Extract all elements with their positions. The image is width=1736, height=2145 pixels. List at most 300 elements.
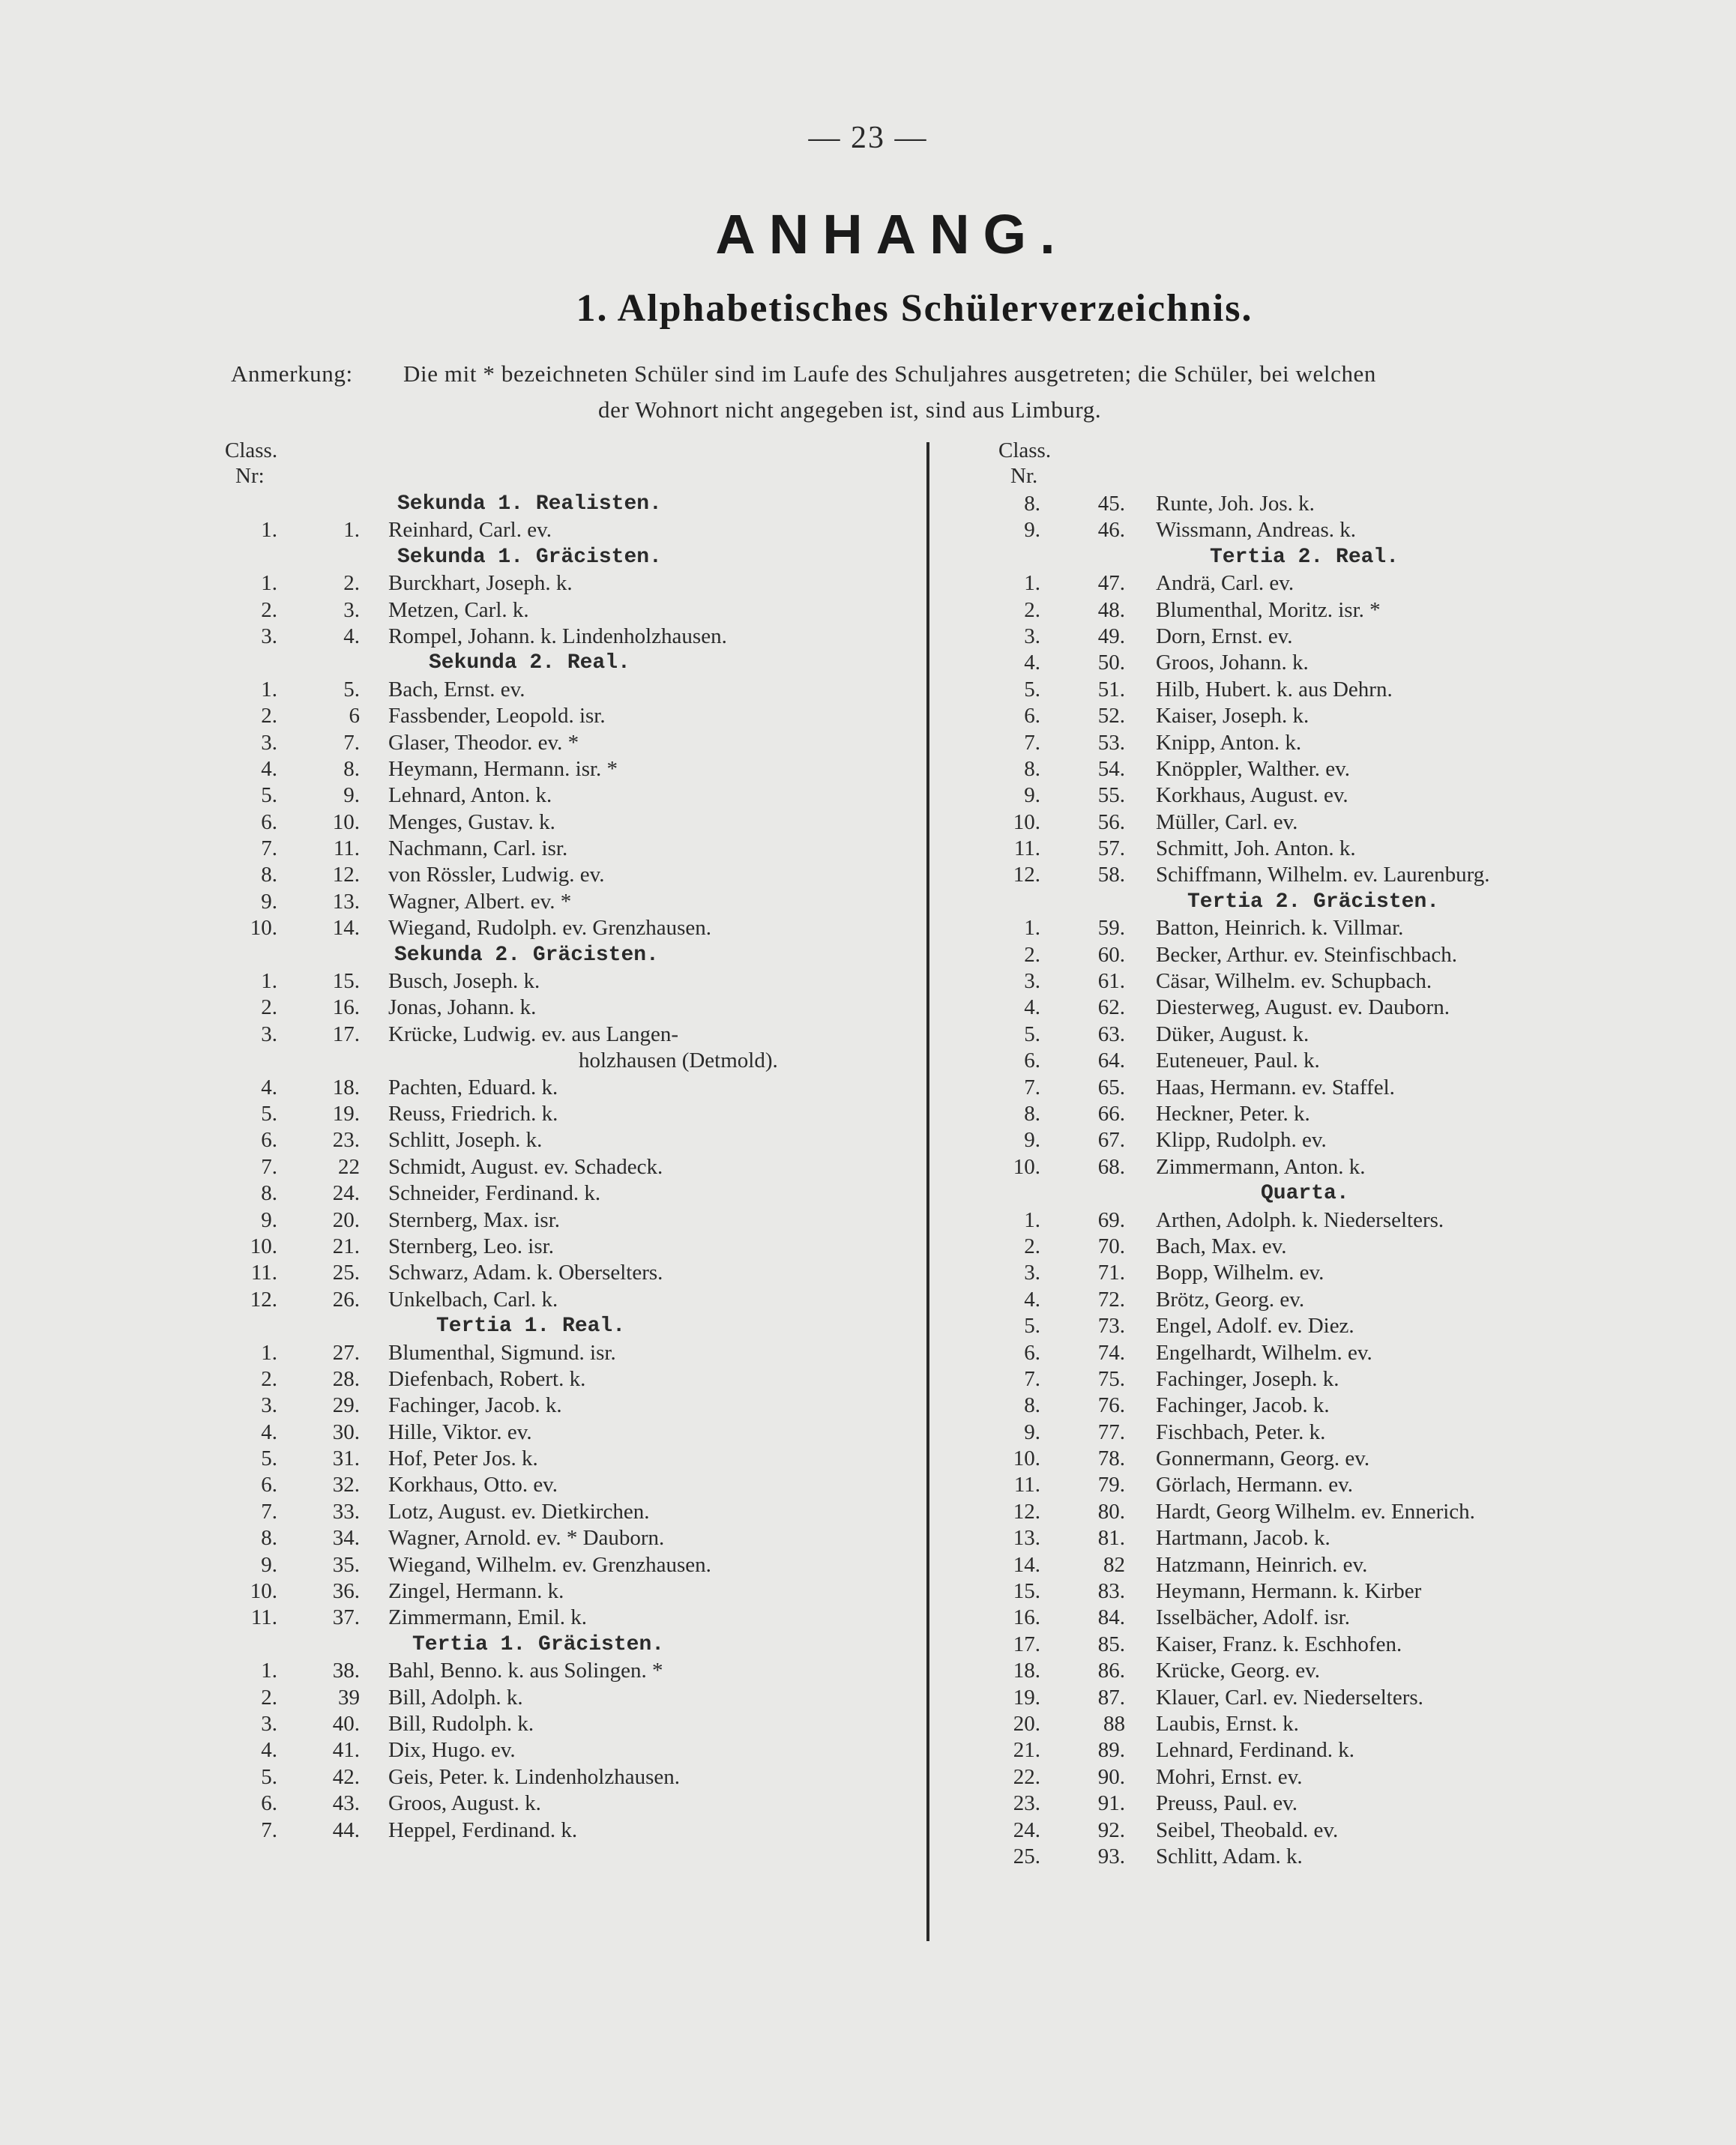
student-name: Brötz, Georg. ev. xyxy=(1156,1287,1305,1312)
student-row xyxy=(989,1075,1664,1101)
student-row xyxy=(989,1154,1664,1180)
student-row xyxy=(225,1340,899,1366)
student-row xyxy=(225,1817,899,1844)
nr-header: Nr. xyxy=(1010,464,1038,488)
student-name: Zimmermann, Emil. k. xyxy=(388,1605,587,1630)
class-number: 20. xyxy=(1013,1711,1040,1736)
class-number: 1. xyxy=(261,1659,277,1683)
student-name: Groos, Johann. k. xyxy=(1156,651,1309,675)
student-number: 14. xyxy=(332,916,360,941)
class-number: 9. xyxy=(1024,1128,1040,1153)
student-row xyxy=(225,517,899,543)
class-number: 2. xyxy=(261,1366,277,1391)
class-number: 9. xyxy=(261,1207,277,1232)
student-row xyxy=(225,1737,899,1764)
student-row xyxy=(989,1737,1664,1764)
student-name: Fachinger, Jacob. k. xyxy=(1156,1393,1330,1418)
student-row xyxy=(225,1101,899,1127)
class-number: 2. xyxy=(1024,942,1040,967)
student-row xyxy=(225,703,899,729)
student-number: 37. xyxy=(332,1605,360,1630)
student-row xyxy=(989,1287,1664,1313)
class-header: Class. xyxy=(225,438,278,462)
class-number: 22. xyxy=(1013,1764,1040,1789)
student-name: Korkhaus, August. ev. xyxy=(1156,783,1348,808)
student-name: Runte, Joh. Jos. k. xyxy=(1156,492,1315,516)
section-heading: Tertia 1. Real. xyxy=(436,1315,626,1339)
student-number: 77. xyxy=(1097,1420,1125,1444)
right-column-header xyxy=(989,438,1664,491)
student-row xyxy=(225,730,899,756)
student-name: Hille, Viktor. ev. xyxy=(388,1420,532,1444)
student-name: Knöppler, Walther. ev. xyxy=(1156,756,1351,781)
class-number: 7. xyxy=(261,1499,277,1524)
section-heading: Tertia 2. Real. xyxy=(1210,545,1399,569)
class-number: 4. xyxy=(261,1738,277,1763)
student-row xyxy=(225,889,899,915)
class-number: 9. xyxy=(1024,1420,1040,1444)
student-name: Fassbender, Leopold. isr. xyxy=(388,704,606,728)
page-title: ANHANG. xyxy=(715,203,1069,265)
class-number: 1. xyxy=(261,677,277,702)
class-number: 7. xyxy=(1024,1366,1040,1391)
student-number: 51. xyxy=(1097,677,1125,702)
student-number: 93. xyxy=(1097,1844,1125,1868)
student-number: 80. xyxy=(1097,1499,1125,1524)
student-row xyxy=(225,1552,899,1578)
student-number: 47. xyxy=(1097,571,1125,596)
student-name: Heymann, Hermann. k. Kirber xyxy=(1156,1579,1422,1604)
student-row xyxy=(225,597,899,624)
student-row xyxy=(989,1844,1664,1870)
student-number: 65. xyxy=(1097,1075,1125,1099)
class-number: 21. xyxy=(1013,1738,1040,1763)
class-number: 9. xyxy=(261,1552,277,1577)
student-name: Gonnermann, Georg. ev. xyxy=(1156,1446,1370,1471)
class-number: 11. xyxy=(250,1261,277,1285)
student-name: Knipp, Anton. k. xyxy=(1156,730,1302,755)
student-number: 35. xyxy=(332,1552,360,1577)
student-name: Batton, Heinrich. k. Villmar. xyxy=(1156,916,1404,941)
class-number: 1. xyxy=(261,969,277,994)
class-number: 5. xyxy=(261,783,277,808)
student-row xyxy=(989,570,1664,597)
student-name: Busch, Joseph. k. xyxy=(388,969,540,994)
student-name: Bill, Adolph. k. xyxy=(388,1685,523,1710)
student-row xyxy=(225,915,899,941)
student-row xyxy=(989,1632,1664,1658)
class-number: 10. xyxy=(250,1579,277,1604)
class-number: 1. xyxy=(261,1340,277,1365)
student-row xyxy=(225,782,899,809)
class-number: 12. xyxy=(1013,1499,1040,1524)
student-number: 79. xyxy=(1097,1473,1125,1497)
student-number: 31. xyxy=(332,1446,360,1471)
class-number: 5. xyxy=(261,1446,277,1471)
student-name: Groos, August. k. xyxy=(388,1791,541,1816)
left-column xyxy=(225,438,899,1844)
student-number: 71. xyxy=(1097,1261,1125,1285)
class-number: 3. xyxy=(261,624,277,648)
student-list-right xyxy=(989,491,1664,1870)
student-number: 26. xyxy=(332,1287,360,1312)
student-name: Reinhard, Carl. ev. xyxy=(388,518,552,543)
student-name: Becker, Arthur. ev. Steinfischbach. xyxy=(1156,942,1458,967)
class-number: 19. xyxy=(1013,1685,1040,1710)
student-number: 92. xyxy=(1097,1817,1125,1842)
class-number: 2. xyxy=(1024,597,1040,622)
class-number: 3. xyxy=(1024,1261,1040,1285)
student-row xyxy=(989,1340,1664,1366)
class-number: 5. xyxy=(261,1102,277,1126)
section-heading: Sekunda 1. Gräcisten. xyxy=(397,545,662,569)
student-number: 18. xyxy=(332,1075,360,1099)
student-number: 76. xyxy=(1097,1393,1125,1418)
section-heading: Tertia 2. Gräcisten. xyxy=(1187,890,1440,914)
student-number: 42. xyxy=(332,1764,360,1789)
student-name: Kaiser, Franz. k. Eschhofen. xyxy=(1156,1632,1402,1656)
nr-header: Nr: xyxy=(235,464,265,488)
student-name: Wiegand, Rudolph. ev. Grenzhausen. xyxy=(388,916,712,941)
student-name: Düker, August. k. xyxy=(1156,1022,1309,1046)
student-name: Diesterweg, August. ev. Dauborn. xyxy=(1156,995,1450,1020)
student-row xyxy=(225,1790,899,1817)
student-row xyxy=(989,730,1664,756)
class-number: 7. xyxy=(1024,1075,1040,1099)
student-number: 73. xyxy=(1097,1314,1125,1339)
class-number: 4. xyxy=(1024,651,1040,675)
left-column-header xyxy=(225,438,899,491)
student-number: 56. xyxy=(1097,809,1125,834)
student-row xyxy=(989,995,1664,1021)
note-line-2: der Wohnort nicht angegeben ist, sind aus Limburg. xyxy=(598,396,1102,423)
class-number: 4. xyxy=(1024,1287,1040,1312)
student-row xyxy=(225,1578,899,1605)
class-number: 8. xyxy=(1024,756,1040,781)
student-number: 53. xyxy=(1097,730,1125,755)
class-number: 8. xyxy=(1024,492,1040,516)
student-row xyxy=(989,1260,1664,1286)
student-row xyxy=(989,1790,1664,1817)
student-list-left xyxy=(225,491,899,1844)
student-row xyxy=(989,1366,1664,1393)
class-number: 6. xyxy=(1024,1340,1040,1365)
student-number: 52. xyxy=(1097,704,1125,728)
student-number: 67. xyxy=(1097,1128,1125,1153)
student-row xyxy=(989,650,1664,676)
class-number: 8. xyxy=(261,863,277,887)
student-name: Mohri, Ernst. ev. xyxy=(1156,1764,1303,1789)
class-number: 2. xyxy=(261,995,277,1020)
student-row xyxy=(225,1472,899,1498)
student-name: Fischbach, Peter. k. xyxy=(1156,1420,1326,1444)
class-number: 9. xyxy=(1024,783,1040,808)
student-name: Krücke, Ludwig. ev. aus Langen- xyxy=(388,1022,679,1046)
student-number: 60. xyxy=(1097,942,1125,967)
student-number: 45. xyxy=(1097,492,1125,516)
student-name: Zingel, Hermann. k. xyxy=(388,1579,564,1604)
student-number: 68. xyxy=(1097,1154,1125,1179)
student-name: Preuss, Paul. ev. xyxy=(1156,1791,1298,1816)
student-number: 9. xyxy=(343,783,360,808)
student-row xyxy=(989,1313,1664,1339)
student-row xyxy=(225,862,899,888)
student-row xyxy=(989,1048,1664,1074)
student-row xyxy=(225,968,899,995)
student-number: 16. xyxy=(332,995,360,1020)
class-number: 5. xyxy=(1024,677,1040,702)
student-number: 91. xyxy=(1097,1791,1125,1816)
class-number: 11. xyxy=(1013,1473,1040,1497)
class-number: 12. xyxy=(1013,863,1040,887)
column-divider xyxy=(926,442,929,1941)
class-number: 18. xyxy=(1013,1659,1040,1683)
student-number: 54. xyxy=(1097,756,1125,781)
student-name: Dorn, Ernst. ev. xyxy=(1156,624,1293,648)
class-number: 9. xyxy=(261,889,277,914)
student-number: 46. xyxy=(1097,518,1125,543)
student-number: 87. xyxy=(1097,1685,1125,1710)
student-row xyxy=(989,1420,1664,1446)
class-number: 1. xyxy=(1024,1207,1040,1232)
class-number: 2. xyxy=(1024,1234,1040,1258)
student-name: Görlach, Hermann. ev. xyxy=(1156,1473,1354,1497)
student-row xyxy=(225,1207,899,1234)
class-number: 4. xyxy=(1024,995,1040,1020)
student-name: Isselbächer, Adolf. isr. xyxy=(1156,1605,1350,1630)
student-number: 34. xyxy=(332,1526,360,1551)
student-number: 30. xyxy=(332,1420,360,1444)
student-row xyxy=(225,836,899,862)
student-row xyxy=(989,756,1664,782)
section-heading: Quarta. xyxy=(1261,1182,1349,1206)
student-number: 28. xyxy=(332,1366,360,1391)
class-number: 5. xyxy=(261,1764,277,1789)
student-number: 8. xyxy=(343,756,360,781)
student-row xyxy=(225,756,899,782)
class-number: 11. xyxy=(1013,836,1040,861)
class-number: 7. xyxy=(261,1154,277,1179)
student-row xyxy=(989,1022,1664,1048)
class-number: 6. xyxy=(261,1791,277,1816)
student-number: 15. xyxy=(332,969,360,994)
student-number: 6 xyxy=(349,704,360,728)
class-number: 1. xyxy=(1024,571,1040,596)
class-number: 6. xyxy=(1024,1049,1040,1073)
student-number: 66. xyxy=(1097,1101,1125,1126)
student-row xyxy=(225,1075,899,1101)
student-number: 33. xyxy=(332,1499,360,1524)
class-header: Class. xyxy=(998,438,1052,462)
student-name: Sternberg, Max. isr. xyxy=(388,1207,561,1232)
student-name: Lehnard, Ferdinand. k. xyxy=(1156,1738,1354,1763)
class-number: 24. xyxy=(1013,1817,1040,1842)
student-number: 27. xyxy=(332,1340,360,1365)
class-number: 8. xyxy=(261,1181,277,1206)
student-row xyxy=(225,995,899,1021)
class-number: 12. xyxy=(250,1287,277,1312)
student-name: Metzen, Carl. k. xyxy=(388,597,529,622)
class-number: 6. xyxy=(1024,704,1040,728)
student-name: Engel, Adolf. ev. Diez. xyxy=(1156,1314,1354,1339)
class-number: 8. xyxy=(261,1526,277,1551)
student-number: 10. xyxy=(332,809,360,834)
class-number: 7. xyxy=(261,1817,277,1842)
class-number: 10. xyxy=(250,916,277,941)
student-row xyxy=(225,1022,899,1075)
student-name: Dix, Hugo. ev. xyxy=(388,1738,516,1763)
student-number: 70. xyxy=(1097,1234,1125,1258)
student-name: Bach, Ernst. ev. xyxy=(388,677,525,702)
student-number: 90. xyxy=(1097,1764,1125,1789)
note-line-1: Die mit * bezeichneten Schüler sind im Laufe des Schuljahres ausgetreten; die Schüler, bei welchen xyxy=(403,360,1376,387)
student-name: Blumenthal, Sigmund. isr. xyxy=(388,1340,616,1365)
class-number: 17. xyxy=(1013,1632,1040,1656)
class-number: 9. xyxy=(1024,518,1040,543)
class-number: 2. xyxy=(261,597,277,622)
class-number: 3. xyxy=(1024,624,1040,648)
student-number: 55. xyxy=(1097,783,1125,808)
student-name: Seibel, Theobald. ev. xyxy=(1156,1817,1339,1842)
section-subtitle: 1. Alphabetisches Schülerverzeichnis. xyxy=(576,287,1253,330)
student-name: Wiegand, Wilhelm. ev. Grenzhausen. xyxy=(388,1552,711,1577)
class-number: 1. xyxy=(261,571,277,596)
student-row xyxy=(989,677,1664,703)
student-row xyxy=(989,1393,1664,1419)
student-row xyxy=(989,1525,1664,1551)
student-row xyxy=(225,624,899,650)
student-number: 3. xyxy=(343,597,360,622)
student-row xyxy=(989,517,1664,543)
student-row xyxy=(989,597,1664,624)
class-number: 4. xyxy=(261,756,277,781)
student-number: 72. xyxy=(1097,1287,1125,1312)
student-name: Hartmann, Jacob. k. xyxy=(1156,1526,1330,1551)
student-row xyxy=(989,703,1664,729)
student-row xyxy=(989,1711,1664,1737)
student-number: 50. xyxy=(1097,651,1125,675)
class-number: 16. xyxy=(1013,1605,1040,1630)
student-number: 75. xyxy=(1097,1366,1125,1391)
student-number: 1. xyxy=(343,518,360,543)
class-number: 10. xyxy=(1013,1154,1040,1179)
student-name: Schlitt, Joseph. k. xyxy=(388,1128,543,1153)
student-name: Lehnard, Anton. k. xyxy=(388,783,552,808)
student-name: Blumenthal, Moritz. isr. * xyxy=(1156,597,1381,622)
student-name: Glaser, Theodor. ev. * xyxy=(388,730,579,755)
class-number: 11. xyxy=(250,1605,277,1630)
student-name: Andrä, Carl. ev. xyxy=(1156,571,1295,596)
student-number: 63. xyxy=(1097,1022,1125,1046)
student-number: 38. xyxy=(332,1659,360,1683)
student-number: 69. xyxy=(1097,1207,1125,1232)
student-number: 59. xyxy=(1097,916,1125,941)
student-row xyxy=(989,968,1664,995)
page-number: — 23 — xyxy=(808,121,928,155)
student-name: Bach, Max. ev. xyxy=(1156,1234,1287,1258)
student-row xyxy=(989,1605,1664,1631)
class-number: 8. xyxy=(1024,1101,1040,1126)
student-number: 85. xyxy=(1097,1632,1125,1656)
student-name: Zimmermann, Anton. k. xyxy=(1156,1154,1366,1179)
student-row xyxy=(989,942,1664,968)
student-row xyxy=(225,1446,899,1472)
student-row xyxy=(989,1234,1664,1260)
student-row xyxy=(989,1817,1664,1844)
class-number: 7. xyxy=(1024,730,1040,755)
student-number: 83. xyxy=(1097,1579,1125,1604)
class-number: 4. xyxy=(261,1075,277,1099)
student-number: 5. xyxy=(343,677,360,702)
student-row xyxy=(989,491,1664,517)
class-number: 2. xyxy=(261,704,277,728)
student-row xyxy=(225,1499,899,1525)
student-number: 74. xyxy=(1097,1340,1125,1365)
student-row xyxy=(989,1127,1664,1153)
student-row xyxy=(225,1420,899,1446)
student-name: Bahl, Benno. k. aus Solingen. * xyxy=(388,1659,663,1683)
student-row xyxy=(225,1234,899,1260)
student-name: Lotz, August. ev. Dietkirchen. xyxy=(388,1499,650,1524)
student-number: 84. xyxy=(1097,1605,1125,1630)
student-name: Bill, Rudolph. k. xyxy=(388,1711,534,1736)
student-number: 12. xyxy=(332,863,360,887)
student-row xyxy=(989,809,1664,836)
student-number: 24. xyxy=(332,1181,360,1206)
student-name: Burckhart, Joseph. k. xyxy=(388,571,573,596)
student-row xyxy=(989,1552,1664,1578)
student-name: Heppel, Ferdinand. k. xyxy=(388,1817,578,1842)
student-row xyxy=(225,1180,899,1207)
student-row xyxy=(989,1101,1664,1127)
class-number: 13. xyxy=(1013,1526,1040,1551)
student-name: Wissmann, Andreas. k. xyxy=(1156,518,1357,543)
student-name: Nachmann, Carl. isr. xyxy=(388,836,568,861)
student-name: Krücke, Georg. ev. xyxy=(1156,1659,1321,1683)
class-number: 8. xyxy=(1024,1393,1040,1418)
note-label: Anmerkung: xyxy=(231,360,353,387)
student-number: 7. xyxy=(343,730,360,755)
student-row xyxy=(989,1578,1664,1605)
student-name: Jonas, Johann. k. xyxy=(388,995,537,1020)
student-name: Schmitt, Joh. Anton. k. xyxy=(1156,836,1356,861)
student-name: Euteneuer, Paul. k. xyxy=(1156,1049,1320,1073)
student-row xyxy=(225,1764,899,1790)
student-number: 17. xyxy=(332,1022,360,1046)
class-number: 1. xyxy=(1024,916,1040,941)
class-number: 7. xyxy=(261,836,277,861)
student-number: 4. xyxy=(343,624,360,648)
student-name: Diefenbach, Robert. k. xyxy=(388,1366,586,1391)
class-number: 10. xyxy=(1013,809,1040,834)
student-name: Haas, Hermann. ev. Staffel. xyxy=(1156,1075,1395,1099)
class-number: 5. xyxy=(1024,1314,1040,1339)
student-row xyxy=(989,836,1664,862)
student-row xyxy=(989,862,1664,888)
student-name: Heckner, Peter. k. xyxy=(1156,1101,1310,1126)
class-number: 10. xyxy=(1013,1446,1040,1471)
student-name: Geis, Peter. k. Lindenholzhausen. xyxy=(388,1764,680,1789)
student-row xyxy=(225,1605,899,1631)
student-number: 29. xyxy=(332,1393,360,1418)
student-name: Menges, Gustav. k. xyxy=(388,809,555,834)
student-number: 82 xyxy=(1103,1552,1125,1577)
student-name: Cäsar, Wilhelm. ev. Schupbach. xyxy=(1156,969,1432,994)
student-name: Schwarz, Adam. k. Oberselters. xyxy=(388,1261,663,1285)
student-row xyxy=(989,1764,1664,1790)
section-heading: Sekunda 2. Real. xyxy=(429,651,630,675)
student-number: 23. xyxy=(332,1128,360,1153)
